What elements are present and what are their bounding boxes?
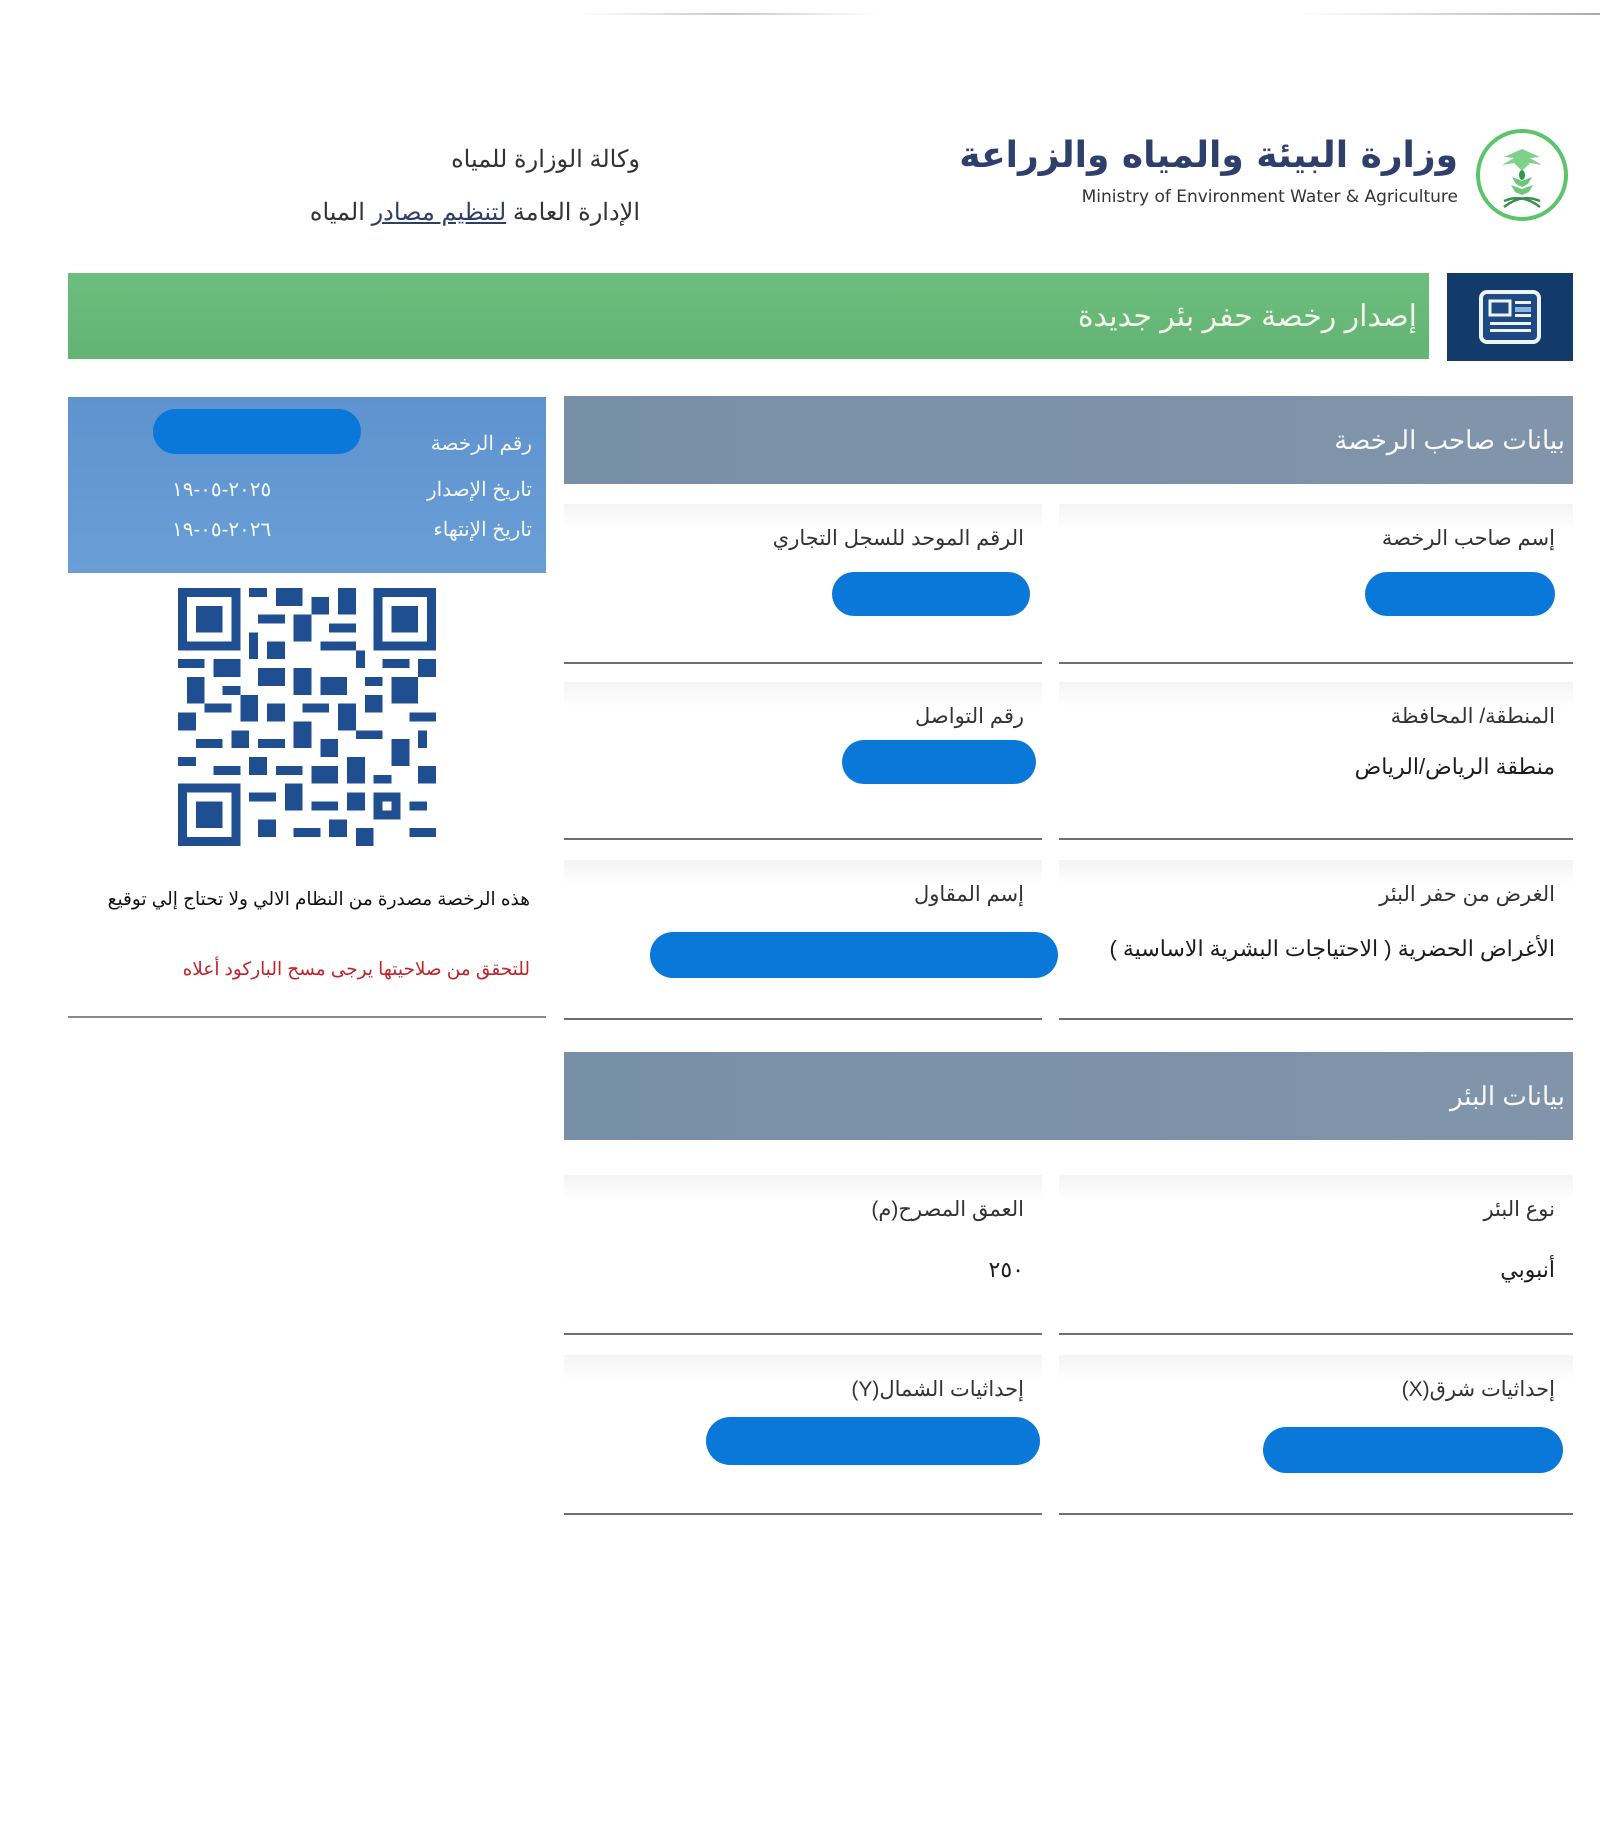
field-east-coordinate: [1059, 1355, 1573, 1515]
field-commercial-registry: [564, 504, 1042, 664]
agency-heading: [260, 145, 640, 227]
ministry-logo: [959, 125, 1570, 225]
expiry-date-label: تاريخ الإنتهاء: [433, 519, 532, 541]
banner-icon-box: [1447, 273, 1573, 361]
document-newspaper-icon: [1478, 289, 1542, 345]
agency-line-2: [260, 198, 640, 227]
notice-no-signature: هذه الرخصة مصدرة من النظام الالي ولا تحتاج إلي توقيع: [107, 888, 530, 909]
page-title-banner: [68, 273, 1429, 359]
redacted-east-coordinate: [1263, 1427, 1563, 1473]
issue-date-row: [172, 477, 532, 502]
field-label: الرقم الموحد للسجل التجاري: [772, 527, 1024, 550]
field-label: المنطقة/ المحافظة: [1390, 705, 1555, 728]
redacted-registry-number: [832, 572, 1030, 616]
field-label: الغرض من حفر البئر: [1379, 883, 1555, 906]
field-permitted-depth: [564, 1175, 1042, 1335]
field-north-coordinate: [564, 1355, 1042, 1515]
agency-line-2-underlined: لتنظيم مصادر: [371, 199, 507, 226]
redacted-contractor-name: [650, 932, 1058, 978]
notice-scan-barcode: للتحقق من صلاحيتها يرجى مسح الباركود أعلاه: [182, 958, 530, 979]
agency-line-1: وكالة الوزارة للمياه: [451, 146, 640, 173]
ministry-name-arabic: وزارة البيئة والمياه والزراعة: [959, 135, 1458, 176]
field-label: رقم التواصل: [915, 705, 1024, 728]
redacted-contact-number: [842, 740, 1036, 784]
auto-issued-notice: [68, 858, 546, 1018]
section-header-well: [564, 1052, 1573, 1140]
ministry-name-english: Ministry of Environment Water & Agriculture: [1081, 187, 1458, 207]
field-drilling-purpose: [1059, 860, 1573, 1020]
expiry-date-value: ٢٠٢٦-٠٥-١٩: [172, 519, 272, 541]
section-title-owner: بيانات صاحب الرخصة: [1334, 424, 1565, 455]
field-label: إسم المقاول: [913, 883, 1024, 906]
field-label: إسم صاحب الرخصة: [1381, 527, 1555, 550]
license-number-label: رقم الرخصة: [430, 433, 532, 455]
field-value: الأغراض الحضرية ( الاحتياجات البشرية الاساسية ): [1109, 936, 1555, 961]
field-well-type: [1059, 1175, 1573, 1335]
page-title: إصدار رخصة حفر بئر جديدة: [1077, 299, 1417, 333]
agency-line-2-pre: الإدارة العامة: [506, 199, 640, 226]
section-title-well: بيانات البئر: [1449, 1080, 1565, 1111]
field-contractor-name: [564, 860, 1042, 1020]
field-value: منطقة الرياض/الرياض: [1354, 754, 1555, 779]
issue-date-value: ٢٠٢٥-٠٥-١٩: [172, 479, 272, 501]
field-label: إحداثيات الشمال(Y): [851, 1378, 1024, 1401]
issue-date-label: تاريخ الإصدار: [426, 479, 532, 501]
ministry-palm-emblem-icon: [1474, 127, 1570, 223]
field-value: ٢٥٠: [988, 1257, 1024, 1282]
license-info-box: [68, 397, 546, 573]
top-divider: [1300, 13, 1600, 15]
license-number-row: [352, 431, 532, 456]
field-label: العمق المصرح(م): [871, 1198, 1024, 1221]
redacted-north-coordinate: [706, 1417, 1040, 1465]
field-contact-number: [564, 682, 1042, 840]
qr-code-icon[interactable]: [178, 588, 436, 846]
redacted-owner-name: [1365, 572, 1555, 616]
section-header-owner: [564, 396, 1573, 484]
field-value: أنبوبي: [1500, 1257, 1555, 1282]
expiry-date-row: [172, 517, 532, 542]
redacted-license-number: [153, 409, 361, 454]
agency-line-2-post: المياه: [309, 199, 372, 226]
top-divider: [580, 13, 880, 15]
field-owner-name: [1059, 504, 1573, 664]
field-label: نوع البئر: [1483, 1198, 1555, 1221]
field-label: إحداثيات شرق(X): [1401, 1378, 1555, 1401]
field-region: [1059, 682, 1573, 840]
